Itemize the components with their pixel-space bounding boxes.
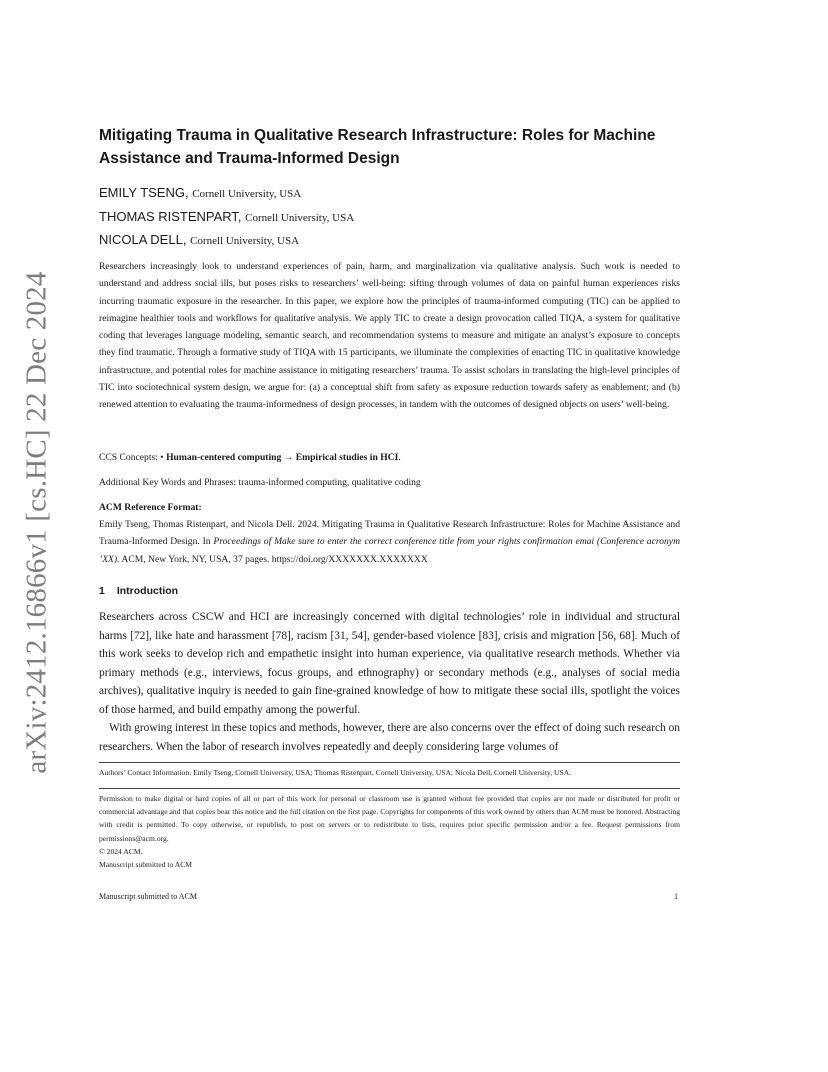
- section-title: Introduction: [116, 585, 179, 597]
- body-paragraph: With growing interest in these topics and methods, however, there are also concerns over the effect of doing such research on researchers. When the labor of research involves repeatedly and deeply considering large volumes of: [99, 722, 680, 753]
- reference-heading: ACM Reference Format:: [99, 502, 202, 513]
- author-name: NICOLA DELL,: [99, 232, 187, 247]
- author-name: THOMAS RISTENPART,: [99, 208, 242, 224]
- section-heading: [99, 585, 178, 597]
- body-paragraph: Researchers across CSCW and HCI are increasingly concerned with digital technologies’ role in individual and structural harms [72], like hate and harassment [78], racism [31, 54], gender-based violence [83], crisis and migration [56, 68]. Much of this work seeks to develop rich and empathetic insight into human experience, via qualitative research methods. Whether via primary methods (e.g., interviews, focus groups, and ethnography) or secondary methods (e.g., analyses of social media archives), qualitative inquiry is needed to gain fine-grained knowledge of how to mitigate these social ills, spotlight the voices of those harmed, and build empathy among the powerful.: [99, 611, 680, 716]
- reference-text-start: Emily Tseng, Thomas Ristenpart, and Nicola Dell. 2024. Mitigating Trauma in Qualitative Research Infrastructure: Roles for Machine Assistance and Trauma-Informed Design. In: [99, 519, 680, 548]
- introduction-body: [99, 608, 680, 756]
- ccs-concept: Human-centered computing: [166, 452, 282, 463]
- ccs-end: .: [398, 452, 401, 463]
- ccs-label: CCS Concepts: •: [99, 452, 164, 463]
- ccs-arrow: →: [283, 452, 294, 463]
- page-number: 1: [674, 892, 678, 901]
- permission-divider: [99, 788, 680, 789]
- author-2: [99, 206, 699, 230]
- author-name: EMILY TSENG,: [99, 185, 189, 200]
- contact-information: Authors’ Contact Information: Emily Tseng, Cornell University, USA; Thomas Ristenpart, Cornell University, USA; Nicola Dell, Cornell University, USA.: [99, 768, 572, 777]
- ccs-concepts: [99, 449, 680, 466]
- running-footer: Manuscript submitted to ACM: [99, 892, 197, 901]
- reference-text: [99, 516, 680, 568]
- permission-notice: [99, 792, 680, 871]
- reference-text-end: ACM, New York, NY, USA, 37 pages. https://doi.org/XXXXXXX.XXXXXXX: [119, 553, 428, 565]
- author-affiliation: Cornell University, USA: [245, 211, 355, 224]
- reference-proceedings: Proceedings of Make sure to enter the correct conference title from your rights confirmation emai (Conference acronym ’XX).: [99, 536, 680, 565]
- arxiv-stamp-text: arXiv:2412.16866v1 [cs.HC] 22 Dec 2024: [20, 270, 53, 774]
- author-list: [99, 182, 699, 253]
- ccs-subconcept: Empirical studies in HCI: [295, 452, 399, 463]
- permission-text: Permission to make digital or hard copies of all or part of this work for personal or classroom use is granted without fee provided that copies are not made or distributed for profit or commercial advantage and that copies bear this notice and the full citation on the first page. Copyrights for components of this work owned by others than ACM must be honored. Abstracting with credit is permitted. To copy otherwise, or republish, to post on servers or to redistribute to lists, requires prior specific permission and/or a fee. Request permissions from permissions@acm.org.: [99, 794, 680, 843]
- manuscript-note: Manuscript submitted to ACM: [99, 860, 193, 870]
- author-affiliation: Cornell University, USA: [192, 188, 302, 200]
- footnote-divider: [99, 762, 680, 763]
- author-1: [99, 182, 699, 206]
- abstract: Researchers increasingly look to understand experiences of pain, harm, and marginalization via qualitative analysis. Such work is needed to understand and address social ills, but poses risks to researchers’ well-being: sifting through volumes of data on painful human experiences risks incurring traumatic exposure in the researcher. In this paper, we explore how the principles of trauma-informed computing (TIC) can be applied to reimagine healthier tools and workflows for qualitative analysis. We apply TIC to create a design provocation called TIQA, a system for qualitative coding that leverages language modeling, semantic search, and recommendation systems to measure and mitigate an analyst’s exposure to concepts they find traumatic. Through a formative study of TIQA with 15 participants, we illuminate the complexities of enacting TIC in qualitative knowledge infrastructure, and potential roles for machine assistance in mitigating researchers’ trauma. To assist scholars in translating the high-level principles of TIC into sociotechnical system design, we argue for: (a) a conceptual shift from safety as exposure reduction towards safety as enablement; and (b) renewed attention to evaluating the trauma-informedness of design processes, in tandem with the outcomes of designed objects on users’ well-being.: [99, 261, 680, 411]
- author-affiliation: Cornell University, USA: [190, 235, 300, 247]
- keywords: Additional Key Words and Phrases: trauma-informed computing, qualitative coding: [99, 477, 421, 488]
- section-number: 1: [99, 585, 105, 597]
- acm-reference-format: [99, 499, 680, 568]
- paper-title: Mitigating Trauma in Qualitative Research Infrastructure: Roles for Machine Assistance and Trauma-Informed Design: [99, 127, 656, 167]
- arxiv-stamp: [12, 270, 62, 774]
- copyright-line: © 2024 ACM.: [99, 846, 143, 856]
- author-3: [99, 229, 699, 253]
